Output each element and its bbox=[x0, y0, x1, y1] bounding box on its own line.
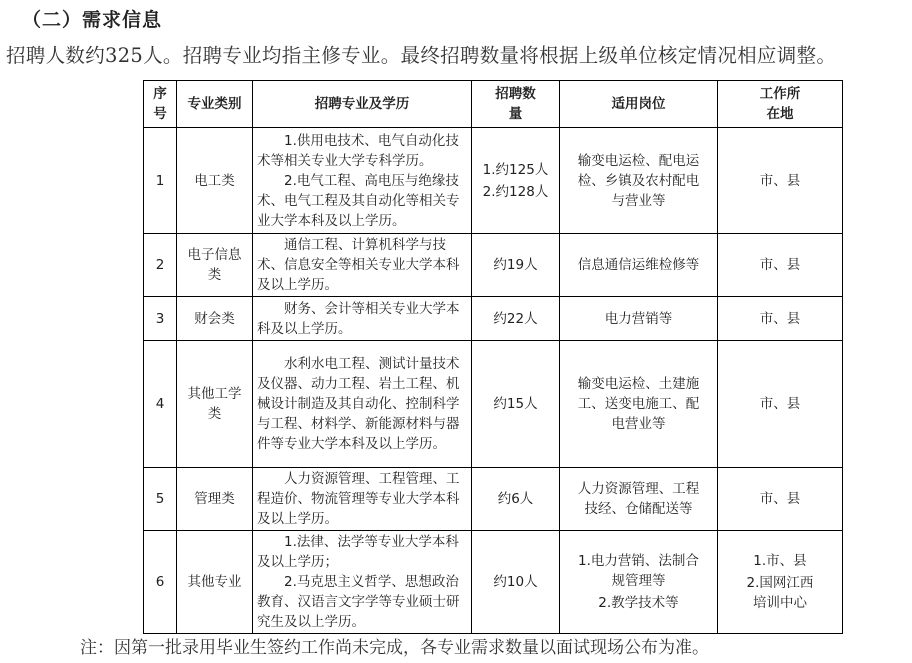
row-positions bbox=[560, 531, 718, 634]
table-row bbox=[144, 531, 843, 634]
row-seq: 6 bbox=[144, 531, 177, 634]
table-header bbox=[144, 81, 843, 128]
row-seq: 1 bbox=[144, 128, 177, 234]
row-location bbox=[718, 531, 843, 634]
row-seq: 2 bbox=[144, 234, 177, 297]
row-category: 其他专业 bbox=[177, 531, 253, 634]
row-category: 电工类 bbox=[177, 128, 253, 234]
row-category: 电子信息类 bbox=[177, 234, 253, 297]
row-count bbox=[472, 297, 560, 341]
table-row bbox=[144, 341, 843, 468]
location-line: 市、县 bbox=[759, 172, 801, 189]
position-line: 输变电运检、土建施工、送变电施工、配电营业等 bbox=[577, 376, 700, 432]
count-line: 约6人 bbox=[497, 491, 534, 507]
header-count: 招聘数量 bbox=[472, 81, 560, 128]
row-seq: 3 bbox=[144, 297, 177, 341]
intro-paragraph: 招聘人数约325人。招聘专业均指主修专业。最终招聘数量将根据上级单位核定情况相应调整。 bbox=[6, 44, 837, 67]
row-location bbox=[718, 234, 843, 297]
count-line: 约15人 bbox=[493, 396, 538, 412]
table-row bbox=[144, 234, 843, 297]
row-majors bbox=[253, 297, 472, 341]
position-line: 输变电运检、配电运检、乡镇及农村配电与营业等 bbox=[577, 152, 700, 209]
major-line: 2.电气工程、高电压与绝缘技术、电气工程及其自动化等相关专业大学本科及以上学历。 bbox=[257, 172, 460, 229]
position-line: 2.教学技术等 bbox=[598, 595, 679, 611]
row-seq: 4 bbox=[144, 341, 177, 468]
location-line: 市、县 bbox=[759, 310, 801, 327]
row-category: 管理类 bbox=[177, 468, 253, 531]
row-location bbox=[718, 468, 843, 531]
row-majors bbox=[253, 341, 472, 468]
major-line: 1.供用电技术、电气自动化技术等相关专业大学专科学历。 bbox=[257, 132, 459, 169]
row-category: 财会类 bbox=[177, 297, 253, 341]
count-line: 约22人 bbox=[493, 310, 538, 327]
row-category: 其他工学类 bbox=[177, 341, 253, 468]
row-seq: 5 bbox=[144, 468, 177, 531]
row-positions bbox=[560, 468, 718, 531]
major-line: 2.马克思主义哲学、思想政治教育、汉语言文字学等专业硕士研究生及以上学历。 bbox=[257, 574, 460, 630]
major-line: 水利水电工程、测试计量技术及仪器、动力工程、岩土工程、机械设计制造及其自动化、控制科学与工程、材料学、新能源材料与器件等专业大学本科及以上学历。 bbox=[257, 356, 460, 452]
header-positions: 适用岗位 bbox=[560, 81, 718, 128]
major-line: 人力资源管理、工程管理、工程造价、物流管理等专业大学本科及以上学历。 bbox=[257, 471, 460, 527]
row-majors bbox=[253, 128, 472, 234]
header-category: 专业类别 bbox=[177, 81, 253, 128]
count-line: 2.约128人 bbox=[482, 183, 549, 200]
row-count bbox=[472, 468, 560, 531]
position-line: 电力营销等 bbox=[604, 310, 673, 327]
row-location bbox=[718, 341, 843, 468]
table-row bbox=[144, 468, 843, 531]
count-line: 约10人 bbox=[493, 574, 538, 590]
major-line: 通信工程、计算机科学与技术、信息安全等相关专业大学本科及以上学历。 bbox=[257, 237, 460, 293]
header-location: 工作所在地 bbox=[718, 81, 843, 128]
row-majors bbox=[253, 468, 472, 531]
location-line: 市、县 bbox=[759, 257, 801, 273]
position-line: 信息通信运维检修等 bbox=[577, 257, 700, 273]
location-line: 2.国网江西培训中心 bbox=[746, 575, 814, 611]
position-line: 人力资源管理、工程技经、仓储配送等 bbox=[577, 481, 700, 517]
location-line: 市、县 bbox=[759, 491, 801, 507]
row-positions bbox=[560, 341, 718, 468]
table-body bbox=[144, 128, 843, 634]
footnote: 注：因第一批录用毕业生签约工作尚未完成，各专业需求数量以面试现场公布为准。 bbox=[80, 638, 709, 658]
header-seq: 序号 bbox=[144, 81, 177, 128]
major-line: 1.法律、法学等专业大学本科及以上学历； bbox=[257, 534, 459, 570]
location-line: 市、县 bbox=[759, 396, 801, 412]
row-location bbox=[718, 297, 843, 341]
major-line: 财务、会计等相关专业大学本科及以上学历。 bbox=[257, 300, 460, 337]
row-positions bbox=[560, 234, 718, 297]
count-line: 约19人 bbox=[493, 257, 538, 273]
row-positions bbox=[560, 297, 718, 341]
location-line: 1.市、县 bbox=[753, 553, 807, 569]
header-majors: 招聘专业及学历 bbox=[253, 81, 472, 128]
requirements-table bbox=[143, 80, 843, 634]
row-count bbox=[472, 341, 560, 468]
table-row bbox=[144, 128, 843, 234]
row-majors bbox=[253, 531, 472, 634]
row-positions bbox=[560, 128, 718, 234]
row-count bbox=[472, 531, 560, 634]
row-location bbox=[718, 128, 843, 234]
position-line: 1.电力营销、法制合规管理等 bbox=[578, 553, 699, 589]
count-line: 1.约125人 bbox=[482, 161, 549, 178]
row-count bbox=[472, 234, 560, 297]
table-row bbox=[144, 297, 843, 341]
row-majors bbox=[253, 234, 472, 297]
section-heading: （二）需求信息 bbox=[22, 9, 163, 31]
row-count bbox=[472, 128, 560, 234]
